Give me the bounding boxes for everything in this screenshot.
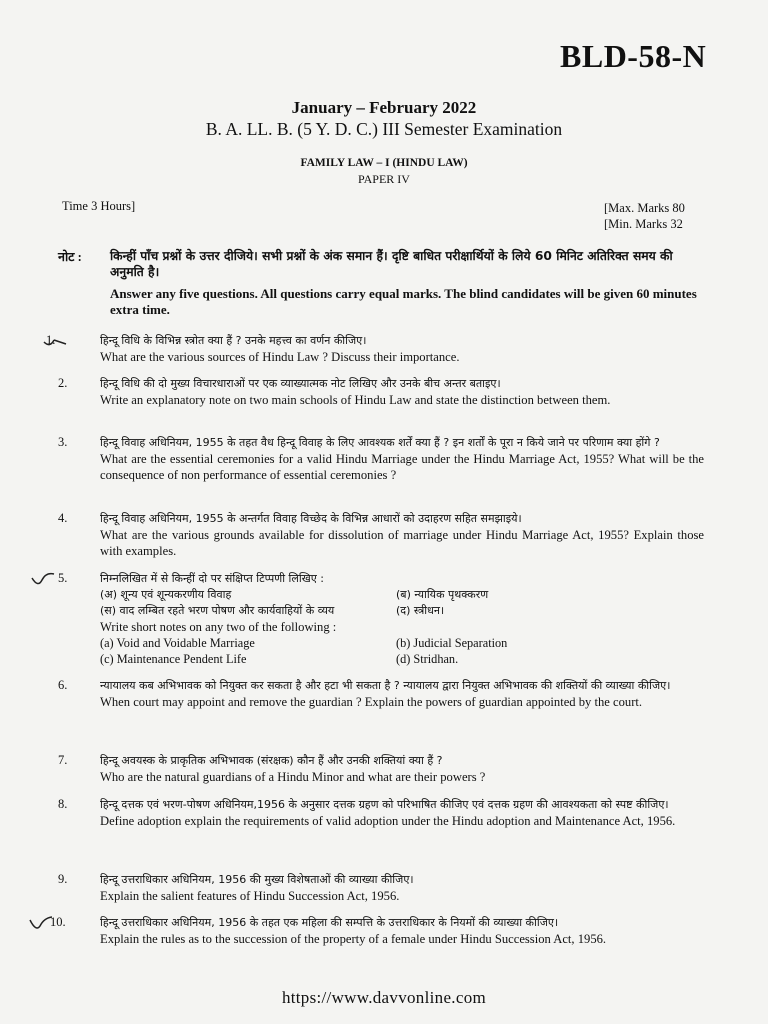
exam-date: January – February 2022 <box>291 98 477 117</box>
paper-number: PAPER IV <box>358 172 410 186</box>
footer-url: https://www.davvonline.com <box>281 988 487 1007</box>
question-body <box>100 872 704 904</box>
question-hindi: हिन्दू विवाह अधिनियम, 1955 के तहत वैध हिन्दू विवाह के लिए आवश्यक शर्तें क्या हैं ? इन शर्तों के पूरा न किये जाने पर परिणाम क्या होंगे ? <box>100 436 660 449</box>
tick-mark-icon <box>40 332 80 352</box>
question-body <box>100 797 704 829</box>
question-body <box>100 915 704 947</box>
question-body <box>100 333 704 365</box>
max-marks: [Max. Marks 80 <box>604 201 685 215</box>
option-en-d: (d) Stridhan. <box>396 652 459 666</box>
question-english: Define adoption explain the requirements of valid adoption under the Hindu adoption and Maintenance Act, 1956. <box>100 814 676 828</box>
question-english: Write short notes on any two of the following : <box>100 620 337 634</box>
question-english: Write an explanatory note on two main schools of Hindu Law and state the distinction between them. <box>100 393 611 407</box>
question-number: 8. <box>58 797 68 811</box>
tick-mark-icon <box>28 914 56 934</box>
question-hindi: हिन्दू दत्तक एवं भरण-पोषण अधिनियम,1956 के अनुसार दत्तक ग्रहण को परिभाषित कीजिए एवं दत्तक ग्रहण की आवश्यकता को स्पष्ट कीजिए। <box>100 798 669 811</box>
hindi-options <box>100 587 700 619</box>
min-marks: [Min. Marks 32 <box>604 217 683 231</box>
question-number: 1. <box>46 333 56 347</box>
option-hi-b: (ब) न्यायिक पृथक्करण <box>396 588 489 601</box>
note-english: Answer any five questions. All questions carry equal marks. The blind candidates will be given 60 minutes extra time. <box>110 286 697 317</box>
english-options <box>100 635 700 667</box>
question-hindi: हिन्दू विवाह अधिनियम, 1955 के अन्तर्गत विवाह विच्छेद के विभिन्न आधारों को उदाहरण सहित समझाइये। <box>100 512 522 525</box>
paper-code: BLD-58-N <box>560 38 707 74</box>
tick-mark-icon <box>30 570 62 590</box>
question-english: What are the essential ceremonies for a valid Hindu Marriage under the Hindu Marriage Act, 1955? What will be the consequence of non performance of essential ceremonies ? <box>100 452 704 482</box>
question-body <box>100 753 704 785</box>
question-hindi: हिन्दू उत्तराधिकार अधिनियम, 1956 की मुख्य विशेषताओं की व्याख्या कीजिए। <box>100 873 414 886</box>
option-en-c: (c) Maintenance Pendent Life <box>100 652 247 666</box>
question-number: 7. <box>58 753 68 767</box>
question-english: Who are the natural guardians of a Hindu Minor and what are their powers ? <box>100 770 486 784</box>
question-english: What are the various sources of Hindu Law ? Discuss their importance. <box>100 350 460 364</box>
question-number: 5. <box>58 571 68 585</box>
question-hindi: हिन्दू अवयस्क के प्राकृतिक अभिभावक (संरक्षक) कौन हैं और उनकी शक्तियां क्या हैं ? <box>100 754 443 767</box>
subject-title: FAMILY LAW – I (HINDU LAW) <box>300 157 468 169</box>
question-english: Explain the salient features of Hindu Succession Act, 1956. <box>100 889 400 903</box>
question-hindi: हिन्दू विधि की दो मुख्य विचारधाराओं पर एक व्याख्यात्मक नोट लिखिए और उनके बीच अन्तर बताइए। <box>100 377 501 390</box>
question-english: What are the various grounds available for dissolution of marriage under Hindu Marriage Act, 1955? Explain those with examples. <box>100 528 704 558</box>
note-hindi: किन्हीं पाँच प्रश्नों के उत्तर दीजिये। सभी प्रश्नों के अंक समान हैं। दृष्टि बाधित परीक्षार्थियों के लिये 60 मिनिट अतिरिक्त समय की अनुमति है। <box>110 249 673 279</box>
question-body <box>100 435 704 483</box>
time-allowed: Time 3 Hours] <box>62 199 136 213</box>
question-body <box>100 678 704 710</box>
question-body <box>100 571 704 587</box>
option-hi-d: (द) स्त्रीधन। <box>396 604 445 617</box>
question-number: 2. <box>58 376 68 390</box>
question-hindi: निम्नलिखित में से किन्हीं दो पर संक्षिप्त टिप्पणी लिखिए : <box>100 572 324 585</box>
question-english: Explain the rules as to the succession of the property of a female under Hindu Succession Act, 1956. <box>100 932 607 946</box>
question-hindi: हिन्दू विधि के विभिन्न स्त्रोत क्या हैं ? उनके महत्त्व का वर्णन कीजिए। <box>100 334 367 347</box>
question-number: 10. <box>50 915 66 929</box>
question-number: 6. <box>58 678 68 692</box>
question-body <box>100 376 704 408</box>
question-number: 4. <box>58 511 68 525</box>
option-en-b: (b) Judicial Separation <box>396 636 508 650</box>
question-number: 9. <box>58 872 68 886</box>
question-english: When court may appoint and remove the guardian ? Explain the powers of guardian appointed by the court. <box>100 695 643 709</box>
exam-title: B. A. LL. B. (5 Y. D. C.) III Semester Examination <box>205 119 563 139</box>
note-label: नोट : <box>58 250 82 264</box>
question-hindi: हिन्दू उत्तराधिकार अधिनियम, 1956 के तहत एक महिला की सम्पत्ति के उत्तराधिकार के नियमों की व्याख्या कीजिए। <box>100 916 559 929</box>
question-number: 3. <box>58 435 68 449</box>
option-hi-c: (स) वाद लम्बित रहते भरण पोषण और कार्यवाहियों के व्यय <box>100 604 335 617</box>
option-hi-a: (अ) शून्य एवं शून्यकरणीय विवाह <box>100 588 232 601</box>
question-hindi: न्यायालय कब अभिभावक को नियुक्त कर सकता है और हटा भी सकता है ? न्यायालय द्वारा नियुक्त अभिभावक की शक्तियों की व्याख्या कीजिए। <box>100 679 671 692</box>
question-body-english <box>100 619 704 635</box>
option-en-a: (a) Void and Voidable Marriage <box>100 636 255 650</box>
question-body <box>100 511 704 559</box>
